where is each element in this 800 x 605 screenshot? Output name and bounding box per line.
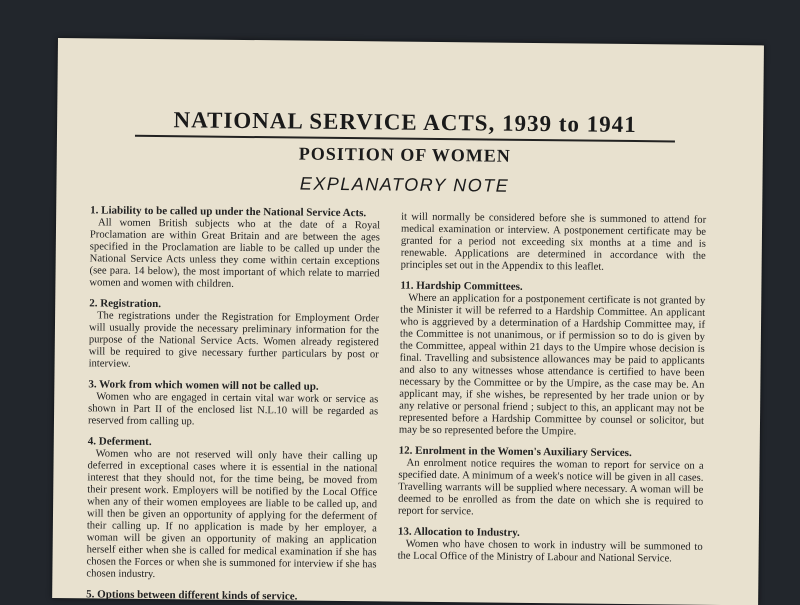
section-5	[86, 588, 376, 603]
document-sheet	[52, 38, 764, 605]
section-heading: 12. Enrolment in the Women's Auxiliary Services.	[398, 444, 632, 460]
section-body: The registrations under the Registration for Employment Order will usually provide the necessary preliminary information for the purpose of the National Service Acts. Women already registered will be required to give necessary further particulars by post or interview.	[88, 310, 380, 370]
section-body: it will normally be considered before she is summoned to attend for medical examination or interview. A postponement certificate may be granted for a period not exceeding six months at a time and is renewable. Applications are determined in accordance with the principles set out in the Appendix to this leaflet.	[400, 211, 707, 273]
section-body: Women who have chosen to work in industry will be summoned to the Local Office of the Ministry of Labour and National Service.	[397, 538, 703, 565]
left-column	[86, 204, 380, 605]
section-heading: 5. Options between different kinds of service.	[86, 588, 298, 603]
section-heading: 13. Allocation to Industry.	[397, 525, 520, 539]
section-body: Women who are not reserved will only have their calling up deferred in exceptional cases where it is essential in the national interest that they should not, for the time being, be moved from their present work. Employers will be notified by the Local Office when any of their women employees are liable to be called up, and will then be given an opportunity of applying for the deferment of their calling up. If no application is made by her employer, a woman will be given an opportunity of making an application herself either when she is called for medical examination if she has chosen the Forces or when she is summoned for interview if she has chosen industry.	[86, 448, 378, 581]
section-1	[89, 204, 380, 292]
section-heading: 4. Deferment.	[87, 435, 152, 449]
section-heading: 3. Work from which women will not be called up.	[88, 378, 319, 393]
section-heading: 2. Registration.	[89, 297, 162, 311]
section-4	[86, 435, 378, 583]
explanatory-note-heading: EXPLANATORY NOTE	[299, 173, 510, 196]
document-title: NATIONAL SERVICE ACTS, 1939 to 1941	[135, 107, 675, 143]
section-11	[399, 280, 706, 440]
section-10-continued	[401, 212, 707, 275]
section-body: Where an application for a postponement certificate is not granted by the Minister it will be referred to a Hardship Committee. An applicant who is aggrieved by a determination of a Hardship Committee may, if the Committee is not unanimous, or if permission so to do is given by the Committee, appeal within 21 days to the Umpire whose decision is final. Travelling and subsistence allowances may be paid to applicants and also to any witnesses whose attendance is certified to have been necessary by the Committee or by the Umpire, as the case may be. An applicant may, if she wishes, be represented by her trade union or by any relative or personal friend ; subject to this, an applicant may not be represented before a Hardship Committee by counsel or solicitor, but may be so represented before the Umpire.	[398, 292, 706, 438]
section-body: Women who are engaged in certain vital war work or service as shown in Part II of the enclosed list N.L.10 will be regarded as reserved from calling up.	[87, 391, 379, 428]
document-subtitle: POSITION OF WOMEN	[298, 143, 511, 166]
section-13	[398, 526, 703, 566]
section-12	[398, 445, 704, 521]
right-column	[397, 212, 706, 574]
section-2	[89, 297, 380, 373]
section-heading: 1. Liability to be called up under the National Service Acts.	[90, 204, 367, 220]
section-heading: 11. Hardship Committees.	[400, 279, 523, 293]
section-body: All women British subjects who at the date of a Royal Proclamation are within Great Britain and are between the ages specified in the Proclamation are liable to be called up under the National Service Acts unless they come within certain exceptions (see para. 14 below), the most important of which relate to married women and women with children.	[89, 217, 381, 290]
section-3	[88, 378, 378, 430]
section-body: An enrolment notice requires the woman to report for service on a specified date. A minimum of a week's notice will be given in all cases. Travelling warrants will be supplied where necessary. A woman will be deemed to be enrolled as from the date on which she is required to report for service.	[398, 457, 704, 518]
